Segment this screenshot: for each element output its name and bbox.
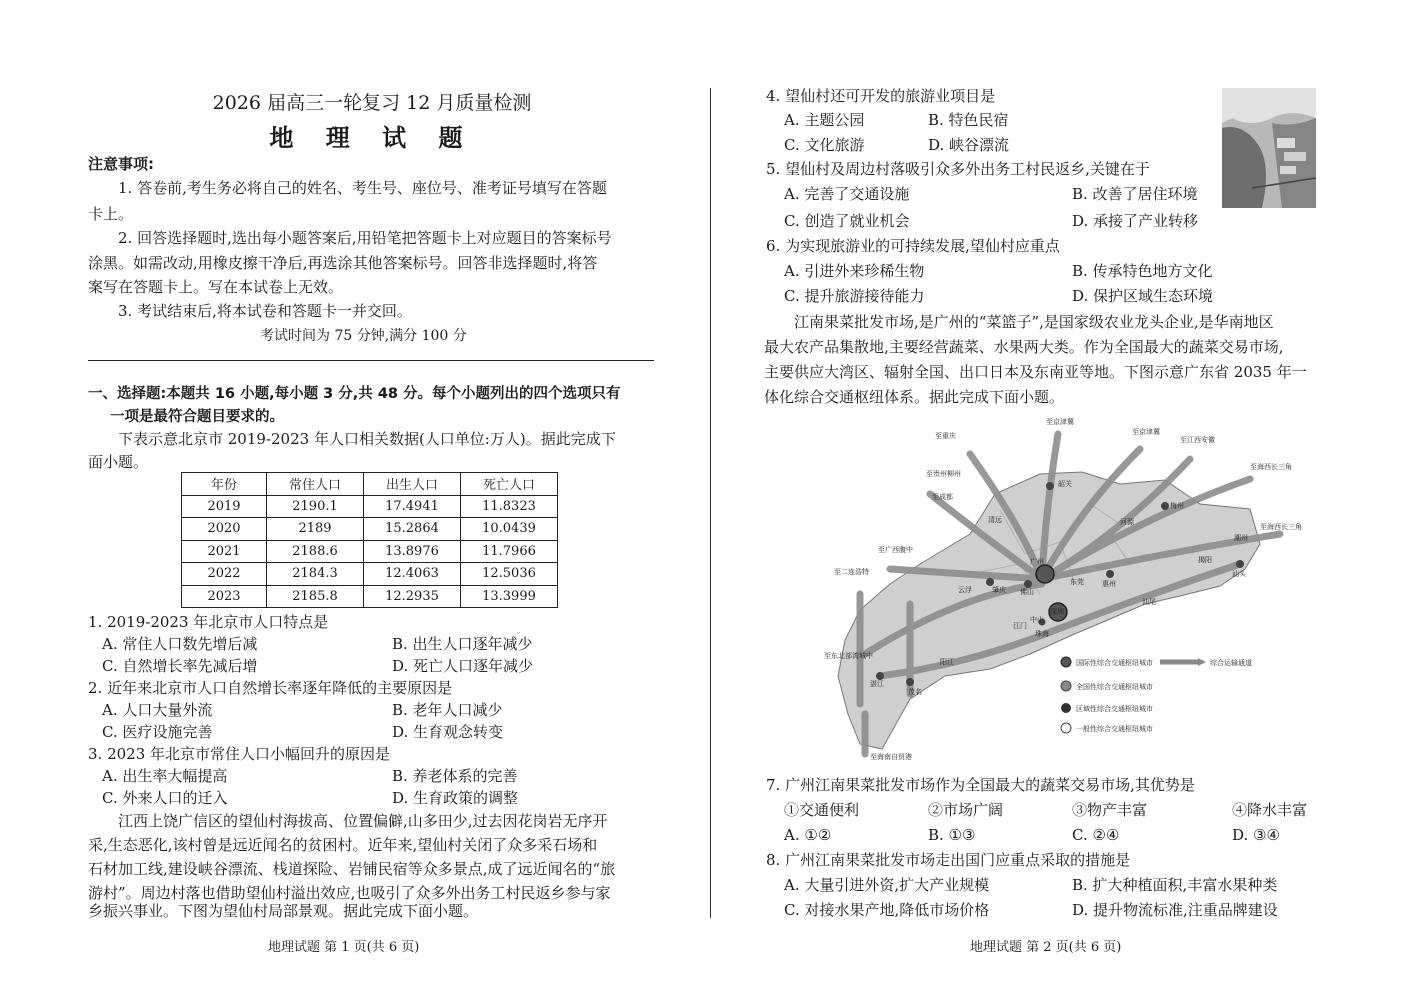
- option-d: D. 生育政策的调整: [392, 789, 519, 807]
- map-label: 至成都: [932, 493, 953, 501]
- city-marker: [1161, 502, 1169, 510]
- column-divider: [710, 88, 711, 918]
- table-header: 年份: [182, 473, 267, 496]
- table-cell: 2021: [182, 540, 267, 563]
- legend-label: 区域性综合交通枢纽城市: [1076, 705, 1153, 713]
- legend-regional-icon: [1061, 703, 1071, 713]
- notice-heading: 注意事项:: [88, 155, 154, 173]
- guangdong-transport-map: [820, 414, 1310, 764]
- question-3: 3. 2023 年北京市常住人口小幅回升的原因是: [88, 745, 391, 763]
- option-a: A. 大量引进外资,扩大产业规模: [784, 876, 990, 894]
- exam-title: 2026 届高三一轮复习 12 月质量检测: [212, 92, 532, 114]
- population-table: [181, 472, 558, 608]
- page-footer: 地理试题 第 2 页(共 6 页): [970, 940, 1122, 955]
- map-label: 梅州: [1170, 502, 1184, 510]
- map-label: 河源: [1120, 518, 1134, 526]
- option-a: A. ①②: [784, 826, 832, 844]
- question-6: 6. 为实现旅游业的可持续发展,望仙村应重点: [766, 237, 1060, 255]
- option-d: D. 提升物流标准,注重品牌建设: [1072, 901, 1278, 919]
- table-cell: 2184.3: [267, 563, 364, 586]
- option-d: D. 保护区域生态环境: [1072, 287, 1214, 305]
- table-cell: 13.3999: [461, 585, 558, 608]
- option-b: B. 出生人口逐年减少: [392, 635, 533, 653]
- table-cell: 2190.1: [267, 495, 364, 518]
- passage-2-line: 体化综合交通枢纽体系。据此完成下面小题。: [764, 388, 1065, 406]
- table-header: 常住人口: [267, 473, 364, 496]
- city-marker: [1024, 580, 1032, 588]
- option-a: A. 常住人口数先增后减: [102, 635, 258, 653]
- question-2: 2. 近年来北京市人口自然增长率逐年降低的主要原因是: [88, 679, 453, 697]
- table-cell: 2023: [182, 585, 267, 608]
- option-d: D. ③④: [1232, 826, 1280, 844]
- table-row: [182, 585, 558, 608]
- table-cell: 13.8976: [364, 540, 461, 563]
- passage-2-line: 主要供应大湾区、辐射全国、出口日本及东南亚等地。下图示意广东省 2035 年一: [764, 363, 1307, 381]
- option-b: B. 扩大种植面积,丰富水果种类: [1072, 876, 1278, 894]
- map-legend: [1061, 657, 1252, 733]
- map-label: 至京津冀: [1132, 428, 1160, 436]
- photo-building: [1284, 152, 1306, 161]
- table-intro: 下表示意北京市 2019-2023 年人口相关数据(人口单位:万人)。据此完成下: [118, 430, 616, 448]
- map-label: 深圳: [1050, 608, 1064, 616]
- option-d: D. 承接了产业转移: [1072, 212, 1199, 230]
- table-header-row: [182, 473, 558, 496]
- option-c: C. 医疗设施完善: [102, 723, 213, 741]
- question-5: 5. 望仙村及周边村落吸引众多外出务工村民返乡,关键在于: [766, 160, 1150, 178]
- section-heading: 一、选择题:本题共 16 小题,每小题 3 分,共 48 分。每个小题列出的四个选项只有: [88, 386, 621, 402]
- option-b: B. 养老体系的完善: [392, 767, 518, 785]
- passage-1-line: 石材加工线,建设峡谷漂流、栈道探险、岩铺民宿等众多景点,成了远近闻名的“旅: [88, 860, 616, 878]
- map-label: 湛江: [870, 680, 884, 688]
- option-a: A. 出生率大幅提高: [102, 767, 228, 785]
- passage-1: 江西上饶广信区的望仙村海拔高、位置偏僻,山多田少,过去因花岗岩无序开: [118, 812, 608, 830]
- option-a: A. 引进外来珍稀生物: [784, 262, 925, 280]
- option-b: B. 改善了居住环境: [1072, 185, 1198, 203]
- passage-1-line: 采,生态恶化,该村曾是远近闻名的贫困村。近年来,望仙村关闭了众多采石场和: [88, 836, 598, 854]
- legend-arrow-icon: [1198, 658, 1206, 666]
- table-row: [182, 540, 558, 563]
- table-cell: 2189: [267, 518, 364, 541]
- table-cell: 11.8323: [461, 495, 558, 518]
- map-label: 珠海: [1035, 630, 1049, 638]
- legend-national-icon: [1061, 681, 1071, 691]
- table-cell: 17.4941: [364, 495, 461, 518]
- table-cell: 15.2864: [364, 518, 461, 541]
- table-row: [182, 563, 558, 586]
- city-marker: [906, 678, 914, 686]
- photo-building: [1280, 166, 1296, 174]
- legend-label: 国际性综合交通枢纽城市: [1076, 659, 1153, 667]
- question-4: 4. 望仙村还可开发的旅游业项目是: [766, 87, 996, 105]
- map-label: 肇庆: [992, 586, 1006, 594]
- map-label: 清远: [988, 516, 1002, 524]
- passage-2: 江南果菜批发市场,是广州的“菜篮子”,是国家级农业龙头企业,是华南地区: [794, 313, 1274, 331]
- guangzhou-marker: [1036, 565, 1054, 583]
- table-cell: 12.4063: [364, 563, 461, 586]
- legend-label: 全国性综合交通枢纽城市: [1076, 683, 1153, 691]
- notice-item-2-cont2: 案写在答题卡上。写在本试卷上无效。: [88, 278, 344, 296]
- option-a: A. 主题公园: [784, 111, 865, 129]
- statement-4: ④降水丰富: [1232, 801, 1308, 819]
- map-label: 东莞: [1070, 578, 1084, 586]
- table-cell: 2020: [182, 518, 267, 541]
- passage-1-line: 游村”。周边村落也借助望仙村溢出效应,也吸引了众多外出务工村民返乡参与家: [88, 884, 611, 902]
- question-7: 7. 广州江南果菜批发市场作为全国最大的蔬菜交易市场,其优势是: [766, 776, 1195, 794]
- city-marker: [1046, 482, 1054, 490]
- map-label: 潮州: [1234, 534, 1248, 542]
- notice-item-2: 2. 回答选择题时,选出每小题答案后,用铅笔把答题卡上对应题目的答案标号: [118, 229, 612, 247]
- notice-item-1-cont: 卡上。: [88, 205, 134, 223]
- question-1: 1. 2019-2023 年北京市人口特点是: [88, 613, 329, 631]
- table-intro-cont: 面小题。: [88, 453, 149, 471]
- statement-2: ②市场广阔: [928, 801, 1004, 819]
- table-cell: 2019: [182, 495, 267, 518]
- statement-1: ①交通便利: [784, 801, 860, 819]
- map-label: 至京津冀: [1046, 418, 1074, 426]
- table-row: [182, 495, 558, 518]
- map-label: 广州: [1030, 558, 1044, 566]
- option-c: C. 文化旅游: [784, 136, 865, 154]
- table-header: 死亡人口: [461, 473, 558, 496]
- table-cell: 2185.8: [267, 585, 364, 608]
- option-c: C. ②④: [1072, 826, 1120, 844]
- map-label: 阳江: [940, 658, 954, 666]
- passage-1-line: 乡振兴事业。下图为望仙村局部景观。据此完成下面小题。: [88, 902, 479, 920]
- option-d: D. 峡谷漂流: [928, 136, 1010, 154]
- city-marker: [1106, 570, 1114, 578]
- map-label: 汕尾: [1142, 598, 1156, 606]
- map-label: 中山: [1030, 616, 1044, 624]
- map-label: 至海西长三角: [1260, 523, 1302, 531]
- map-label: 揭阳: [1198, 556, 1212, 564]
- map-label: 茂名: [908, 688, 922, 696]
- notice-item-3: 3. 考试结束后,将本试卷和答题卡一并交回。: [118, 302, 412, 320]
- table-row: [182, 518, 558, 541]
- option-b: B. ①③: [928, 826, 976, 844]
- option-c: C. 对接水果产地,降低市场价格: [784, 901, 990, 919]
- option-b: B. 老年人口减少: [392, 701, 503, 719]
- notice-item-1: 1. 答卷前,考生务必将自己的姓名、考生号、座位号、准考证号填写在答题: [118, 179, 607, 197]
- table-cell: 2188.6: [267, 540, 364, 563]
- question-8: 8. 广州江南果菜批发市场走出国门应重点采取的措施是: [766, 851, 1131, 869]
- option-c: C. 提升旅游接待能力: [784, 287, 925, 305]
- map-label: 至二连浩特: [834, 568, 869, 576]
- map-label: 佛山: [1020, 588, 1034, 596]
- map-label: 江门: [1013, 622, 1027, 630]
- table-cell: 2022: [182, 563, 267, 586]
- option-b: B. 传承特色地方文化: [1072, 262, 1213, 280]
- photo-building: [1277, 138, 1295, 148]
- table-cell: 10.0439: [461, 518, 558, 541]
- option-c: C. 创造了就业机会: [784, 212, 910, 230]
- map-label: 云浮: [958, 586, 972, 594]
- map-label: 至重庆: [935, 432, 956, 440]
- divider-line: [88, 360, 654, 361]
- option-d: D. 死亡人口逐年减少: [392, 657, 534, 675]
- map-label: 至海南自贸港: [870, 753, 912, 761]
- legend-label: 综合运输通道: [1210, 659, 1252, 667]
- notice-item-2-cont: 涂黑。如需改动,用橡皮擦干净后,再选涂其他答案标号。回答非选择题时,将答: [88, 254, 598, 272]
- passage-2-line: 最大农产品集散地,主要经营蔬菜、水果两大类。作为全国最大的蔬菜交易市场,: [764, 338, 1284, 356]
- statement-3: ③物产丰富: [1072, 801, 1148, 819]
- map-label: 韶关: [1058, 480, 1072, 488]
- legend-international-icon: [1061, 657, 1071, 667]
- option-a: A. 人口大量外流: [102, 701, 213, 719]
- map-label: 至江西安徽: [1180, 436, 1215, 444]
- page-footer: 地理试题 第 1 页(共 6 页): [268, 940, 420, 955]
- city-marker: [1236, 560, 1244, 568]
- map-label: 至东北部湾城中: [824, 652, 873, 660]
- map-label: 至贵州柳州: [926, 470, 961, 478]
- map-label: 至海西长三角: [1250, 463, 1292, 471]
- map-label: 汕头: [1232, 570, 1246, 578]
- city-marker: [876, 672, 884, 680]
- legend-general-icon: [1061, 723, 1071, 733]
- map-label: 至广西腹中: [878, 546, 913, 554]
- map-label: 惠州: [1102, 580, 1116, 588]
- table-cell: 11.7966: [461, 540, 558, 563]
- table-cell: 12.5036: [461, 563, 558, 586]
- city-marker: [986, 578, 994, 586]
- village-photo: [1222, 88, 1316, 208]
- legend-label: 一般性综合交通枢纽城市: [1076, 725, 1153, 733]
- subject-title: 地 理 试 题: [269, 124, 475, 152]
- exam-time: 考试时间为 75 分钟,满分 100 分: [260, 328, 467, 344]
- table-cell: 12.2935: [364, 585, 461, 608]
- table-header: 出生人口: [364, 473, 461, 496]
- option-a: A. 完善了交通设施: [784, 185, 910, 203]
- option-d: D. 生育观念转变: [392, 723, 504, 741]
- section-heading-cont: 一项是最符合题目要求的。: [110, 409, 284, 425]
- option-c: C. 自然增长率先减后增: [102, 657, 258, 675]
- option-b: B. 特色民宿: [928, 111, 1009, 129]
- option-c: C. 外来人口的迁入: [102, 789, 228, 807]
